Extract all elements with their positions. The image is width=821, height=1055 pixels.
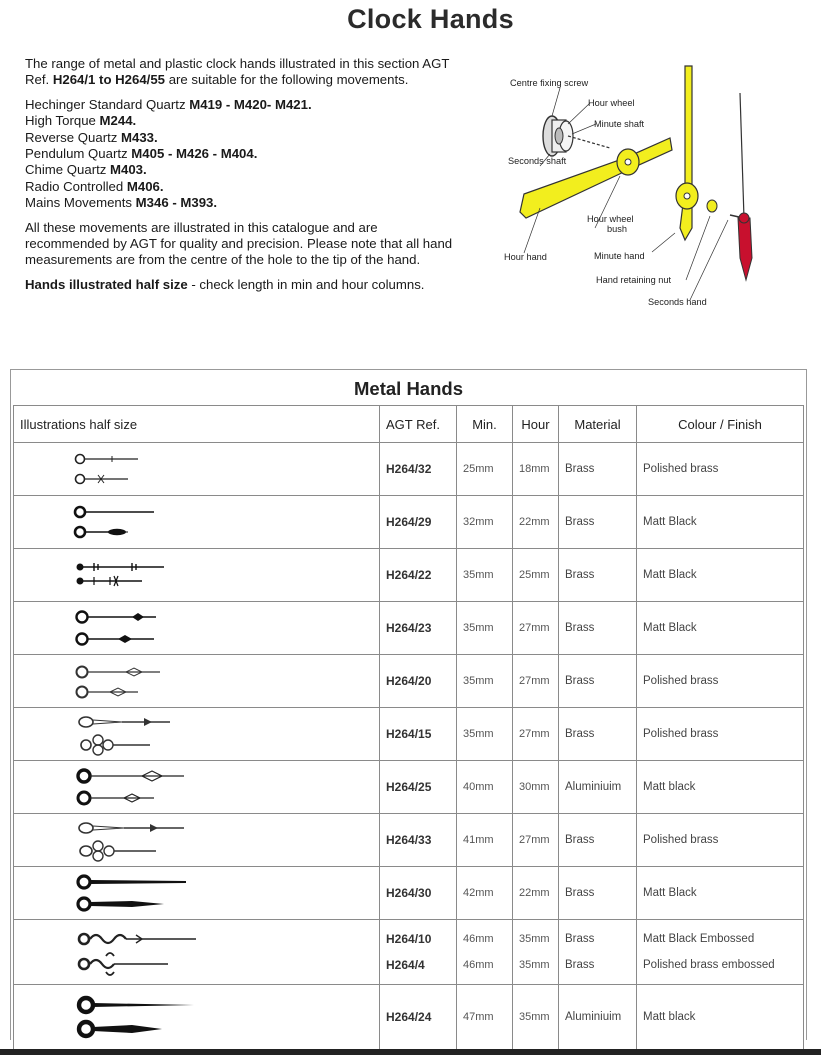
table-row [14, 602, 804, 655]
min-cell: 35mm [457, 549, 513, 602]
hour-cell: 27mm [513, 708, 559, 761]
ref-cell: H264/20 [380, 655, 457, 708]
min-cell: 46mm 46mm [457, 920, 513, 985]
header-min: Min. [457, 406, 513, 443]
min-cell: 35mm [457, 655, 513, 708]
bottom-border [0, 1049, 821, 1055]
label-minute-hand: Minute hand [594, 251, 645, 261]
finish-cell: Matt Black [637, 602, 804, 655]
material-cell: Brass [559, 655, 637, 708]
table-row [14, 814, 804, 867]
hand-illustration [14, 920, 380, 985]
table-row [14, 985, 804, 1050]
ref-cell: H264/29 [380, 496, 457, 549]
finish-cell: Matt Black Embossed Polished brass embossed [637, 920, 804, 985]
label-centre-fixing-screw: Centre fixing screw [510, 78, 589, 88]
hand-illustration [14, 761, 380, 814]
hour-cell: 35mm [513, 985, 559, 1050]
hand-pair-icon [14, 985, 380, 1049]
movement-item: Mains Movements M346 - M393. [25, 195, 218, 211]
intro-paragraph [25, 56, 465, 89]
hand-illustration [14, 655, 380, 708]
page-title: Clock Hands [347, 4, 514, 34]
finish-cell: Matt black [637, 985, 804, 1050]
recommendation-paragraph: All these movements are illustrated in this catalogue and are recommended by AGT for quality and precision. Please note that all hand measurements are from the centre of the hole to the tip of the hand. [25, 219, 453, 268]
label-hour-hand: Hour hand [504, 252, 547, 262]
hand-illustration [14, 602, 380, 655]
hand-illustration [14, 985, 380, 1050]
material-cell: Brass [559, 602, 637, 655]
material-cell: Aluminiuim [559, 985, 637, 1050]
ref-cell: H264/15 [380, 708, 457, 761]
ref-range: H264/1 to H264/55 [52, 72, 166, 88]
min-cell: 35mm [457, 602, 513, 655]
table-row [14, 443, 804, 496]
label-seconds-hand: Seconds hand [648, 297, 707, 307]
table-title: Metal Hands [354, 378, 463, 399]
table-row [14, 761, 804, 814]
hand-illustration [14, 708, 380, 761]
hand-pair-icon [14, 708, 380, 760]
metal-hands-section [10, 369, 807, 1040]
table-row [14, 920, 804, 985]
material-cell: Brass [559, 443, 637, 496]
label-hour-wheel: Hour wheel [588, 98, 635, 108]
hand-pair-icon [14, 920, 380, 984]
metal-hands-table [13, 405, 804, 1050]
header-finish: Colour / Finish [637, 406, 804, 443]
hour-hand-icon [520, 138, 672, 218]
finish-cell: Polished brass [637, 443, 804, 496]
table-row [14, 655, 804, 708]
hour-cell: 30mm [513, 761, 559, 814]
hand-pair-icon [14, 867, 380, 919]
finish-cell: Matt Black [637, 496, 804, 549]
label-hand-retaining-nut: Hand retaining nut [596, 275, 672, 285]
material-cell: Brass [559, 549, 637, 602]
min-cell: 40mm [457, 761, 513, 814]
ref-cell: H264/24 [380, 985, 457, 1050]
label-minute-shaft: Minute shaft [594, 119, 645, 129]
finish-cell: Polished brass [637, 708, 804, 761]
min-cell: 25mm [457, 443, 513, 496]
movement-item: Radio Controlled M406. [25, 178, 164, 194]
material-cell: Brass [559, 814, 637, 867]
header-material: Material [559, 406, 637, 443]
finish-cell: Matt Black [637, 549, 804, 602]
hand-assembly-diagram [500, 58, 800, 318]
intro-text-a: The range of metal and plastic clock hands illustrated in this section AGT Ref. [25, 56, 450, 88]
movement-item: Hechinger Standard Quartz M419 - M420- M421. [25, 96, 312, 112]
hand-pair-icon [14, 761, 380, 813]
material-cell: Aluminiuim [559, 761, 637, 814]
header-illustration: Illustrations half size [14, 406, 380, 443]
ref-cell: H264/25 [380, 761, 457, 814]
min-cell: 41mm [457, 814, 513, 867]
movement-item: Chime Quartz M403. [25, 162, 147, 178]
hand-illustration [14, 814, 380, 867]
ref-cell: H264/33 [380, 814, 457, 867]
material-cell: Brass [559, 867, 637, 920]
hand-pair-icon [14, 496, 380, 548]
hour-cell: 27mm [513, 602, 559, 655]
intro-text [25, 56, 465, 301]
movement-list [25, 97, 465, 212]
material-cell: Brass [559, 708, 637, 761]
finish-cell: Matt Black [637, 867, 804, 920]
ref-cell: H264/22 [380, 549, 457, 602]
material-cell: Brass Brass [559, 920, 637, 985]
ref-cell: H264/30 [380, 867, 457, 920]
label-seconds-shaft: Seconds shaft [508, 156, 567, 166]
table-row [14, 708, 804, 761]
min-cell: 35mm [457, 708, 513, 761]
hour-cell: 22mm [513, 496, 559, 549]
hand-pair-icon [14, 655, 380, 707]
hand-pair-icon [14, 549, 380, 601]
intro-text-c: are suitable for the following movements. [165, 72, 409, 88]
hour-cell: 22mm [513, 867, 559, 920]
material-cell: Brass [559, 496, 637, 549]
hour-cell: 35mm 35mm [513, 920, 559, 985]
finish-cell: Polished brass [637, 814, 804, 867]
ref-cell: H264/23 [380, 602, 457, 655]
label-hour-wheel-bush: Hour wheel [587, 214, 634, 224]
movement-item: High Torque M244. [25, 113, 137, 129]
movement-item: Reverse Quartz M433. [25, 129, 158, 145]
finish-cell: Polished brass [637, 655, 804, 708]
hour-cell: 27mm [513, 655, 559, 708]
min-cell: 32mm [457, 496, 513, 549]
hand-illustration [14, 496, 380, 549]
table-row [14, 867, 804, 920]
ref-cell: H264/32 [380, 443, 457, 496]
hand-pair-icon [14, 814, 380, 866]
header-ref: AGT Ref. [380, 406, 457, 443]
ref-cell: H264/10 H264/4 [380, 920, 457, 985]
hour-cell: 27mm [513, 814, 559, 867]
hand-pair-icon [14, 602, 380, 654]
hour-cell: 25mm [513, 549, 559, 602]
minute-hand-icon [676, 66, 698, 240]
hand-illustration [14, 867, 380, 920]
hour-cell: 18mm [513, 443, 559, 496]
movement-item: Pendulum Quartz M405 - M426 - M404. [25, 146, 258, 162]
hand-illustration [14, 549, 380, 602]
min-cell: 42mm [457, 867, 513, 920]
table-header-row [14, 406, 804, 443]
table-row [14, 496, 804, 549]
table-row [14, 549, 804, 602]
retaining-nut-icon [707, 200, 717, 212]
seconds-hand-icon [730, 93, 752, 280]
hand-illustration [14, 443, 380, 496]
size-note: Hands illustrated half size - check length in min and hour columns. [25, 276, 425, 292]
min-cell: 47mm [457, 985, 513, 1050]
header-hour: Hour [513, 406, 559, 443]
finish-cell: Matt black [637, 761, 804, 814]
label-hour-wheel-bush-2: bush [607, 224, 627, 234]
hand-pair-icon [14, 443, 380, 495]
